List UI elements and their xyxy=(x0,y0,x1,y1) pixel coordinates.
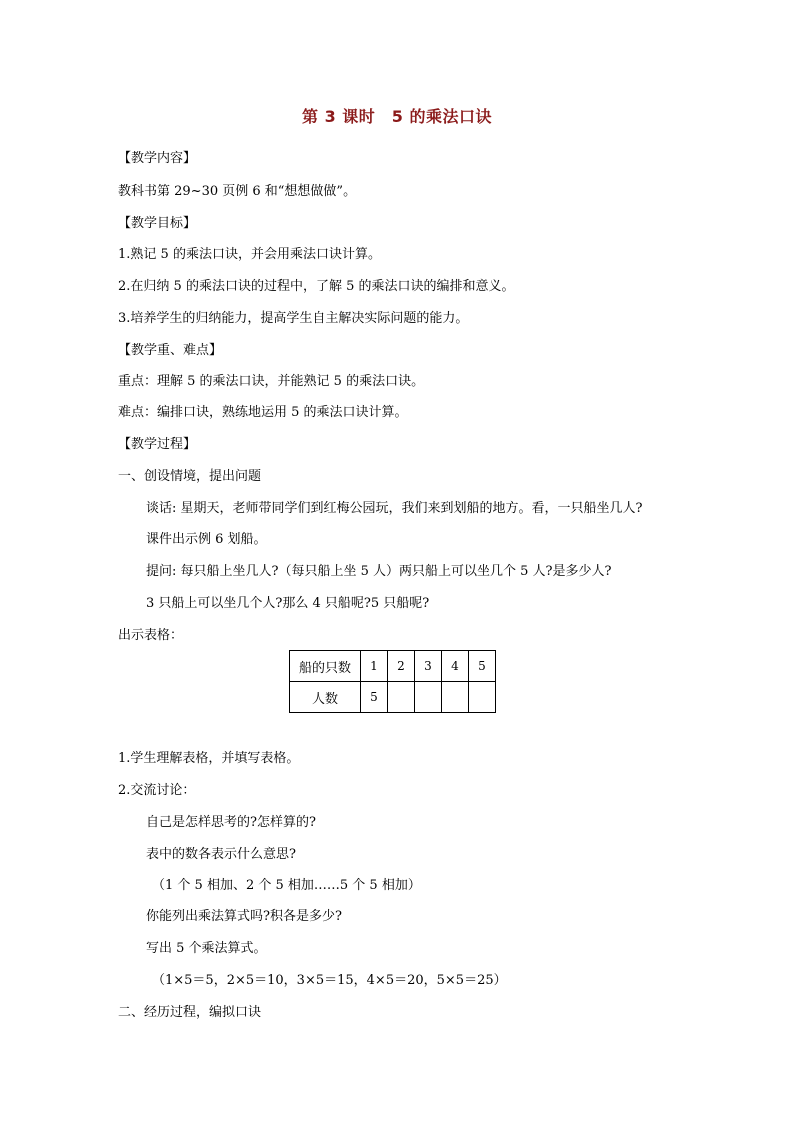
page-title: 第 3 课时 5 的乘法口诀 xyxy=(302,107,492,126)
table-cell: 1 xyxy=(361,651,388,682)
key-heading: 【教学重、难点】 xyxy=(118,343,223,358)
talk-text: 谈话: 星期天，老师带同学们到红梅公园玩，我们来到划船的地方。看，一只船坐几人? xyxy=(146,501,643,516)
table-row xyxy=(290,682,496,713)
show-table-text: 出示表格： xyxy=(118,628,184,643)
table-row-label: 人数 xyxy=(290,682,361,713)
table-cell xyxy=(415,682,442,713)
discuss-4: 你能列出乘法算式吗?积各是多少? xyxy=(146,909,342,924)
table-cell xyxy=(469,682,496,713)
table-cell: 3 xyxy=(415,651,442,682)
goal-1: 1.熟记 5 的乘法口诀，并会用乘法口诀计算。 xyxy=(118,247,381,262)
table-cell: 2 xyxy=(388,651,415,682)
key-point: 重点：理解 5 的乘法口诀，并能熟记 5 的乘法口诀。 xyxy=(118,374,425,389)
step-1-heading: 一、创设情境，提出问题 xyxy=(118,469,262,484)
courseware-text: 课件出示例 6 划船。 xyxy=(146,532,267,547)
discuss-3: （1 个 5 相加、2 个 5 相加……5 个 5 相加） xyxy=(152,878,421,893)
difficult-point: 难点：编排口诀，熟练地运用 5 的乘法口诀计算。 xyxy=(118,405,408,420)
point-1: 1.学生理解表格，并填写表格。 xyxy=(118,751,300,766)
discuss-2: 表中的数各表示什么意思? xyxy=(146,847,296,862)
goal-2: 2.在归纳 5 的乘法口诀的过程中，了解 5 的乘法口诀的编排和意义。 xyxy=(118,279,515,294)
table-cell: 5 xyxy=(361,682,388,713)
table-cell: 4 xyxy=(442,651,469,682)
table-cell xyxy=(388,682,415,713)
table-cell: 5 xyxy=(469,651,496,682)
boat-people-table xyxy=(289,650,496,713)
point-2: 2.交流讨论： xyxy=(118,783,196,798)
goal-3: 3.培养学生的归纳能力，提高学生自主解决实际问题的能力。 xyxy=(118,311,469,326)
process-heading: 【教学过程】 xyxy=(118,437,197,452)
step-2-heading: 二、经历过程，编拟口诀 xyxy=(118,1005,262,1020)
table-cell xyxy=(442,682,469,713)
discuss-1: 自己是怎样思考的?怎样算的? xyxy=(146,815,316,830)
table-row-label: 船的只数 xyxy=(290,651,361,682)
question-2-text: 3 只船上可以坐几个人?那么 4 只船呢?5 只船呢? xyxy=(146,596,430,611)
discuss-6: （1×5＝5，2×5＝10，3×5＝15，4×5＝20，5×5＝25） xyxy=(152,973,507,988)
content-text: 教科书第 29~30 页例 6 和“想想做做”。 xyxy=(118,184,357,199)
table-row xyxy=(290,651,496,682)
goals-heading: 【教学目标】 xyxy=(118,216,197,231)
discuss-5: 写出 5 个乘法算式。 xyxy=(146,941,267,956)
question-text: 提问: 每只船上坐几人?（每只船上坐 5 人）两只船上可以坐几个 5 人?是多少人? xyxy=(146,564,612,579)
content-heading: 【教学内容】 xyxy=(118,151,197,166)
